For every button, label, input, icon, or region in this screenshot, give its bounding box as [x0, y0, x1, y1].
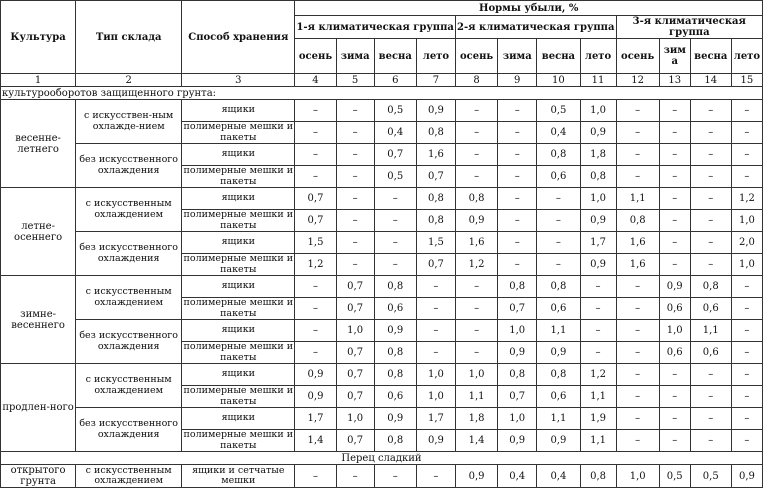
- value-cell: –: [690, 364, 731, 386]
- header-loss-norms: Нормы убыли, %: [295, 1, 763, 16]
- value-cell: 0,9: [498, 342, 537, 364]
- value-cell: 1,1: [616, 188, 659, 210]
- value-cell: –: [498, 100, 537, 122]
- value-cell: –: [659, 364, 690, 386]
- value-cell: 0,9: [580, 210, 616, 232]
- column-number: 12: [616, 74, 659, 87]
- value-cell: 0,8: [580, 465, 616, 488]
- header-group-1: 1-я климатическая группа: [295, 16, 456, 39]
- storage-method-cell: полимерные мешки и пакеты: [183, 165, 294, 187]
- header-season: лето: [731, 39, 762, 74]
- culture-cell: продлен-ного: [1, 364, 76, 452]
- warehouse-type-cell: с искусственным охлаждением: [76, 276, 182, 320]
- value-cell: –: [690, 408, 731, 430]
- value-cell: 0,7: [416, 254, 455, 276]
- table-row: [1, 188, 763, 210]
- value-cell: –: [731, 408, 762, 430]
- value-cell: –: [731, 342, 762, 364]
- column-number: 8: [455, 74, 497, 87]
- value-cell: 0,9: [537, 430, 580, 452]
- column-number: 3: [182, 74, 295, 87]
- value-cell: –: [455, 166, 497, 188]
- table-row: [1, 276, 763, 298]
- value-cell: 1,1: [690, 320, 731, 342]
- table-row: [1, 364, 763, 386]
- value-cell: –: [616, 166, 659, 188]
- column-number: 7: [416, 74, 455, 87]
- value-cell: 0,7: [336, 364, 374, 386]
- table-row: [1, 232, 763, 254]
- value-cell: –: [455, 298, 497, 320]
- value-cell: 0,4: [537, 122, 580, 144]
- value-cell: –: [690, 210, 731, 232]
- section-row: [1, 87, 763, 100]
- value-cell: 2,0: [731, 232, 762, 254]
- value-cell: 0,8: [374, 276, 416, 298]
- value-cell: –: [295, 320, 336, 342]
- value-cell: –: [616, 276, 659, 298]
- value-cell: 1,9: [580, 408, 616, 430]
- value-cell: –: [498, 166, 537, 188]
- value-cell: 0,9: [455, 210, 497, 232]
- value-cell: –: [498, 144, 537, 166]
- value-cell: 1,5: [295, 232, 336, 254]
- value-cell: –: [295, 342, 336, 364]
- storage-method-cell: ящики: [182, 100, 295, 122]
- value-cell: 1,2: [295, 254, 336, 276]
- value-cell: –: [498, 232, 537, 254]
- section-title: культурооборотов защищенного грунта:: [1, 87, 763, 100]
- value-cell: 0,6: [537, 166, 580, 188]
- value-cell: –: [616, 122, 659, 144]
- value-cell: –: [295, 465, 336, 488]
- value-cell: 1,0: [731, 210, 762, 232]
- value-cell: –: [659, 408, 690, 430]
- value-cell: –: [336, 100, 374, 122]
- value-cell: –: [537, 210, 580, 232]
- value-cell: 1,6: [616, 232, 659, 254]
- value-cell: –: [690, 122, 731, 144]
- header-group-2: 2-я климатическая группа: [455, 16, 616, 39]
- warehouse-type-cell: с искусственным охлаждением: [76, 188, 182, 232]
- column-number-row: [1, 74, 763, 87]
- value-cell: –: [498, 188, 537, 210]
- value-cell: –: [659, 100, 690, 122]
- section-row: [1, 452, 763, 465]
- value-cell: –: [455, 122, 497, 144]
- culture-cell: зимне-весеннего: [1, 276, 76, 364]
- header-season: весна: [374, 39, 416, 74]
- value-cell: 0,8: [690, 276, 731, 298]
- storage-method-cell: ящики: [182, 144, 295, 166]
- value-cell: 0,8: [374, 342, 416, 364]
- header-season: весна: [690, 39, 731, 74]
- value-cell: –: [690, 100, 731, 122]
- header-season: зима: [498, 39, 537, 74]
- value-cell: 1,2: [731, 188, 762, 210]
- value-cell: 1,0: [498, 320, 537, 342]
- value-cell: 0,6: [690, 342, 731, 364]
- value-cell: 1,0: [731, 254, 762, 276]
- value-cell: –: [616, 386, 659, 408]
- value-cell: –: [731, 276, 762, 298]
- storage-method-cell: ящики: [182, 232, 295, 254]
- value-cell: –: [537, 188, 580, 210]
- value-cell: 0,7: [336, 430, 374, 452]
- value-cell: –: [690, 188, 731, 210]
- value-cell: 0,7: [336, 276, 374, 298]
- warehouse-type-cell: без искусственного охлаждения: [76, 320, 182, 364]
- value-cell: –: [374, 465, 416, 488]
- value-cell: –: [616, 364, 659, 386]
- value-cell: 0,7: [336, 386, 374, 408]
- value-cell: –: [374, 188, 416, 210]
- value-cell: 1,1: [455, 386, 497, 408]
- value-cell: 1,0: [416, 364, 455, 386]
- value-cell: –: [616, 342, 659, 364]
- storage-method-cell: ящики: [182, 276, 295, 298]
- warehouse-type-cell: без искусственного охлаждения: [76, 232, 182, 276]
- value-cell: –: [336, 144, 374, 166]
- value-cell: 1,7: [295, 408, 336, 430]
- header-season: осень: [616, 39, 659, 74]
- value-cell: –: [690, 430, 731, 452]
- value-cell: 0,8: [537, 364, 580, 386]
- value-cell: 0,7: [295, 188, 336, 210]
- header-season: лето: [580, 39, 616, 74]
- value-cell: 0,6: [374, 386, 416, 408]
- header-storage-method: Способ хранения: [182, 1, 295, 74]
- column-number: 2: [76, 74, 182, 87]
- warehouse-type-cell: с искусственным охлаждением: [76, 465, 182, 488]
- value-cell: –: [336, 232, 374, 254]
- value-cell: –: [416, 320, 455, 342]
- value-cell: –: [580, 276, 616, 298]
- column-number: 4: [295, 74, 336, 87]
- value-cell: –: [731, 320, 762, 342]
- value-cell: –: [690, 144, 731, 166]
- storage-method-cell: ящики: [182, 188, 295, 210]
- column-number: 9: [498, 74, 537, 87]
- value-cell: 0,8: [416, 210, 455, 232]
- culture-cell: весенне-летнего: [1, 100, 76, 188]
- value-cell: –: [731, 298, 762, 320]
- value-cell: –: [374, 232, 416, 254]
- value-cell: –: [659, 188, 690, 210]
- value-cell: 0,9: [498, 430, 537, 452]
- storage-method-cell: ящики и сетчатые мешки: [182, 465, 295, 488]
- value-cell: 1,0: [336, 408, 374, 430]
- value-cell: –: [731, 122, 762, 144]
- header-group-3: 3-я климатическая группа: [616, 16, 762, 39]
- section-title: Перец сладкий: [1, 452, 763, 465]
- value-cell: –: [416, 465, 455, 488]
- warehouse-type-cell: с искусствен-ным охлажде-нием: [76, 100, 182, 144]
- value-cell: 0,9: [580, 122, 616, 144]
- value-cell: 0,8: [416, 122, 455, 144]
- value-cell: 0,8: [374, 364, 416, 386]
- value-cell: 1,1: [537, 408, 580, 430]
- value-cell: –: [659, 210, 690, 232]
- value-cell: 0,9: [295, 364, 336, 386]
- value-cell: 1,6: [616, 254, 659, 276]
- storage-method-cell: полимерные мешки и пакеты: [183, 341, 294, 363]
- value-cell: 0,8: [374, 430, 416, 452]
- value-cell: –: [336, 166, 374, 188]
- value-cell: –: [336, 188, 374, 210]
- value-cell: 0,4: [537, 465, 580, 488]
- value-cell: 0,7: [416, 166, 455, 188]
- value-cell: 0,8: [455, 188, 497, 210]
- value-cell: –: [731, 100, 762, 122]
- value-cell: –: [374, 210, 416, 232]
- storage-method-cell: полимерные мешки и пакеты: [183, 385, 294, 407]
- value-cell: 0,8: [580, 166, 616, 188]
- storage-method-cell: ящики: [182, 320, 295, 342]
- column-number: 1: [1, 74, 76, 87]
- header-season: зим а: [659, 39, 690, 74]
- value-cell: 0,9: [455, 465, 497, 488]
- value-cell: 1,0: [455, 364, 497, 386]
- value-cell: 0,9: [374, 320, 416, 342]
- value-cell: –: [659, 430, 690, 452]
- storage-method-cell: полимерные мешки и пакеты: [183, 209, 294, 231]
- column-number: 5: [336, 74, 374, 87]
- warehouse-type-cell: без искусственного охлаждения: [76, 408, 182, 452]
- value-cell: 0,4: [498, 465, 537, 488]
- value-cell: 1,0: [616, 465, 659, 488]
- value-cell: 1,0: [580, 100, 616, 122]
- value-cell: 0,7: [374, 144, 416, 166]
- value-cell: 1,0: [416, 386, 455, 408]
- value-cell: 0,5: [659, 465, 690, 488]
- warehouse-type-cell: с искусственным охлаждением: [76, 364, 182, 408]
- value-cell: –: [659, 122, 690, 144]
- value-cell: –: [580, 320, 616, 342]
- header-culture: Культура: [1, 1, 76, 74]
- storage-method-cell: полимерные мешки и пакеты: [183, 121, 294, 143]
- value-cell: –: [731, 364, 762, 386]
- value-cell: 1,4: [295, 430, 336, 452]
- value-cell: –: [374, 254, 416, 276]
- value-cell: –: [731, 430, 762, 452]
- value-cell: 0,7: [336, 298, 374, 320]
- value-cell: 1,4: [455, 430, 497, 452]
- value-cell: –: [455, 100, 497, 122]
- value-cell: –: [336, 254, 374, 276]
- value-cell: 1,0: [580, 188, 616, 210]
- value-cell: 0,5: [374, 100, 416, 122]
- value-cell: 1,1: [580, 386, 616, 408]
- value-cell: 0,9: [416, 100, 455, 122]
- value-cell: –: [731, 144, 762, 166]
- value-cell: –: [659, 144, 690, 166]
- value-cell: 0,8: [498, 364, 537, 386]
- value-cell: –: [455, 276, 497, 298]
- value-cell: –: [455, 342, 497, 364]
- value-cell: –: [616, 144, 659, 166]
- value-cell: 0,7: [295, 210, 336, 232]
- value-cell: 0,6: [374, 298, 416, 320]
- value-cell: –: [336, 465, 374, 488]
- value-cell: 0,8: [537, 276, 580, 298]
- value-cell: 1,5: [416, 232, 455, 254]
- value-cell: 0,6: [537, 386, 580, 408]
- value-cell: –: [616, 430, 659, 452]
- value-cell: 1,0: [336, 320, 374, 342]
- storage-method-cell: ящики: [182, 364, 295, 386]
- value-cell: –: [295, 122, 336, 144]
- value-cell: –: [616, 298, 659, 320]
- value-cell: –: [336, 122, 374, 144]
- value-cell: –: [659, 166, 690, 188]
- value-cell: 0,9: [374, 408, 416, 430]
- value-cell: 0,8: [416, 188, 455, 210]
- value-cell: –: [295, 298, 336, 320]
- value-cell: 0,9: [416, 430, 455, 452]
- value-cell: 0,6: [659, 298, 690, 320]
- header-season: зима: [336, 39, 374, 74]
- header-season: весна: [537, 39, 580, 74]
- header-season: осень: [455, 39, 497, 74]
- value-cell: –: [498, 254, 537, 276]
- value-cell: –: [616, 408, 659, 430]
- value-cell: –: [731, 386, 762, 408]
- value-cell: 0,6: [659, 342, 690, 364]
- value-cell: –: [336, 210, 374, 232]
- value-cell: –: [498, 122, 537, 144]
- value-cell: 0,6: [690, 298, 731, 320]
- table-row: [1, 408, 763, 430]
- value-cell: –: [690, 386, 731, 408]
- culture-cell: открытого грунта: [1, 465, 76, 488]
- value-cell: 1,6: [416, 144, 455, 166]
- culture-cell: летне-осеннего: [1, 188, 76, 276]
- value-cell: 0,5: [537, 100, 580, 122]
- header-warehouse-type: Тип склада: [76, 1, 182, 74]
- value-cell: –: [295, 144, 336, 166]
- header-season: лето: [416, 39, 455, 74]
- value-cell: –: [659, 232, 690, 254]
- value-cell: –: [295, 100, 336, 122]
- column-number: 6: [374, 74, 416, 87]
- warehouse-type-cell: без искусственного охлаждения: [76, 144, 182, 188]
- value-cell: 0,6: [537, 298, 580, 320]
- column-number: 14: [690, 74, 731, 87]
- storage-method-cell: полимерные мешки и пакеты: [183, 429, 294, 451]
- value-cell: 1,0: [498, 408, 537, 430]
- value-cell: 0,9: [580, 254, 616, 276]
- value-cell: 0,4: [374, 122, 416, 144]
- header-season: осень: [295, 39, 336, 74]
- column-number: 13: [659, 74, 690, 87]
- column-number: 10: [537, 74, 580, 87]
- value-cell: 1,7: [580, 232, 616, 254]
- value-cell: –: [455, 144, 497, 166]
- value-cell: 0,8: [498, 276, 537, 298]
- value-cell: –: [731, 166, 762, 188]
- table-row: [1, 465, 763, 488]
- column-number: 15: [731, 74, 762, 87]
- value-cell: –: [416, 342, 455, 364]
- value-cell: 0,9: [659, 276, 690, 298]
- storage-method-cell: полимерные мешки и пакеты: [183, 253, 294, 275]
- value-cell: 0,5: [374, 166, 416, 188]
- value-cell: –: [580, 298, 616, 320]
- value-cell: –: [416, 276, 455, 298]
- value-cell: 1,1: [537, 320, 580, 342]
- storage-method-cell: полимерные мешки и пакеты: [183, 297, 294, 319]
- value-cell: –: [690, 232, 731, 254]
- value-cell: –: [616, 100, 659, 122]
- value-cell: –: [537, 232, 580, 254]
- value-cell: –: [659, 386, 690, 408]
- value-cell: –: [455, 320, 497, 342]
- value-cell: 1,6: [455, 232, 497, 254]
- value-cell: –: [537, 254, 580, 276]
- value-cell: 1,2: [455, 254, 497, 276]
- value-cell: 0,9: [537, 342, 580, 364]
- value-cell: –: [616, 320, 659, 342]
- table-row: [1, 100, 763, 122]
- value-cell: 1,8: [455, 408, 497, 430]
- value-cell: –: [659, 254, 690, 276]
- storage-method-cell: ящики: [182, 408, 295, 430]
- value-cell: 0,7: [498, 386, 537, 408]
- value-cell: 0,5: [690, 465, 731, 488]
- value-cell: –: [498, 210, 537, 232]
- value-cell: 1,1: [580, 430, 616, 452]
- value-cell: –: [295, 166, 336, 188]
- value-cell: –: [416, 298, 455, 320]
- value-cell: 0,8: [616, 210, 659, 232]
- value-cell: 0,7: [336, 342, 374, 364]
- value-cell: –: [580, 342, 616, 364]
- value-cell: 1,8: [580, 144, 616, 166]
- value-cell: –: [295, 276, 336, 298]
- value-cell: 0,9: [731, 465, 762, 488]
- value-cell: –: [690, 254, 731, 276]
- value-cell: 1,0: [659, 320, 690, 342]
- column-number: 11: [580, 74, 616, 87]
- value-cell: 0,7: [498, 298, 537, 320]
- value-cell: 0,9: [295, 386, 336, 408]
- value-cell: –: [690, 166, 731, 188]
- value-cell: 1,2: [580, 364, 616, 386]
- table-row: [1, 144, 763, 166]
- value-cell: 0,8: [537, 144, 580, 166]
- value-cell: 1,7: [416, 408, 455, 430]
- table-row: [1, 320, 763, 342]
